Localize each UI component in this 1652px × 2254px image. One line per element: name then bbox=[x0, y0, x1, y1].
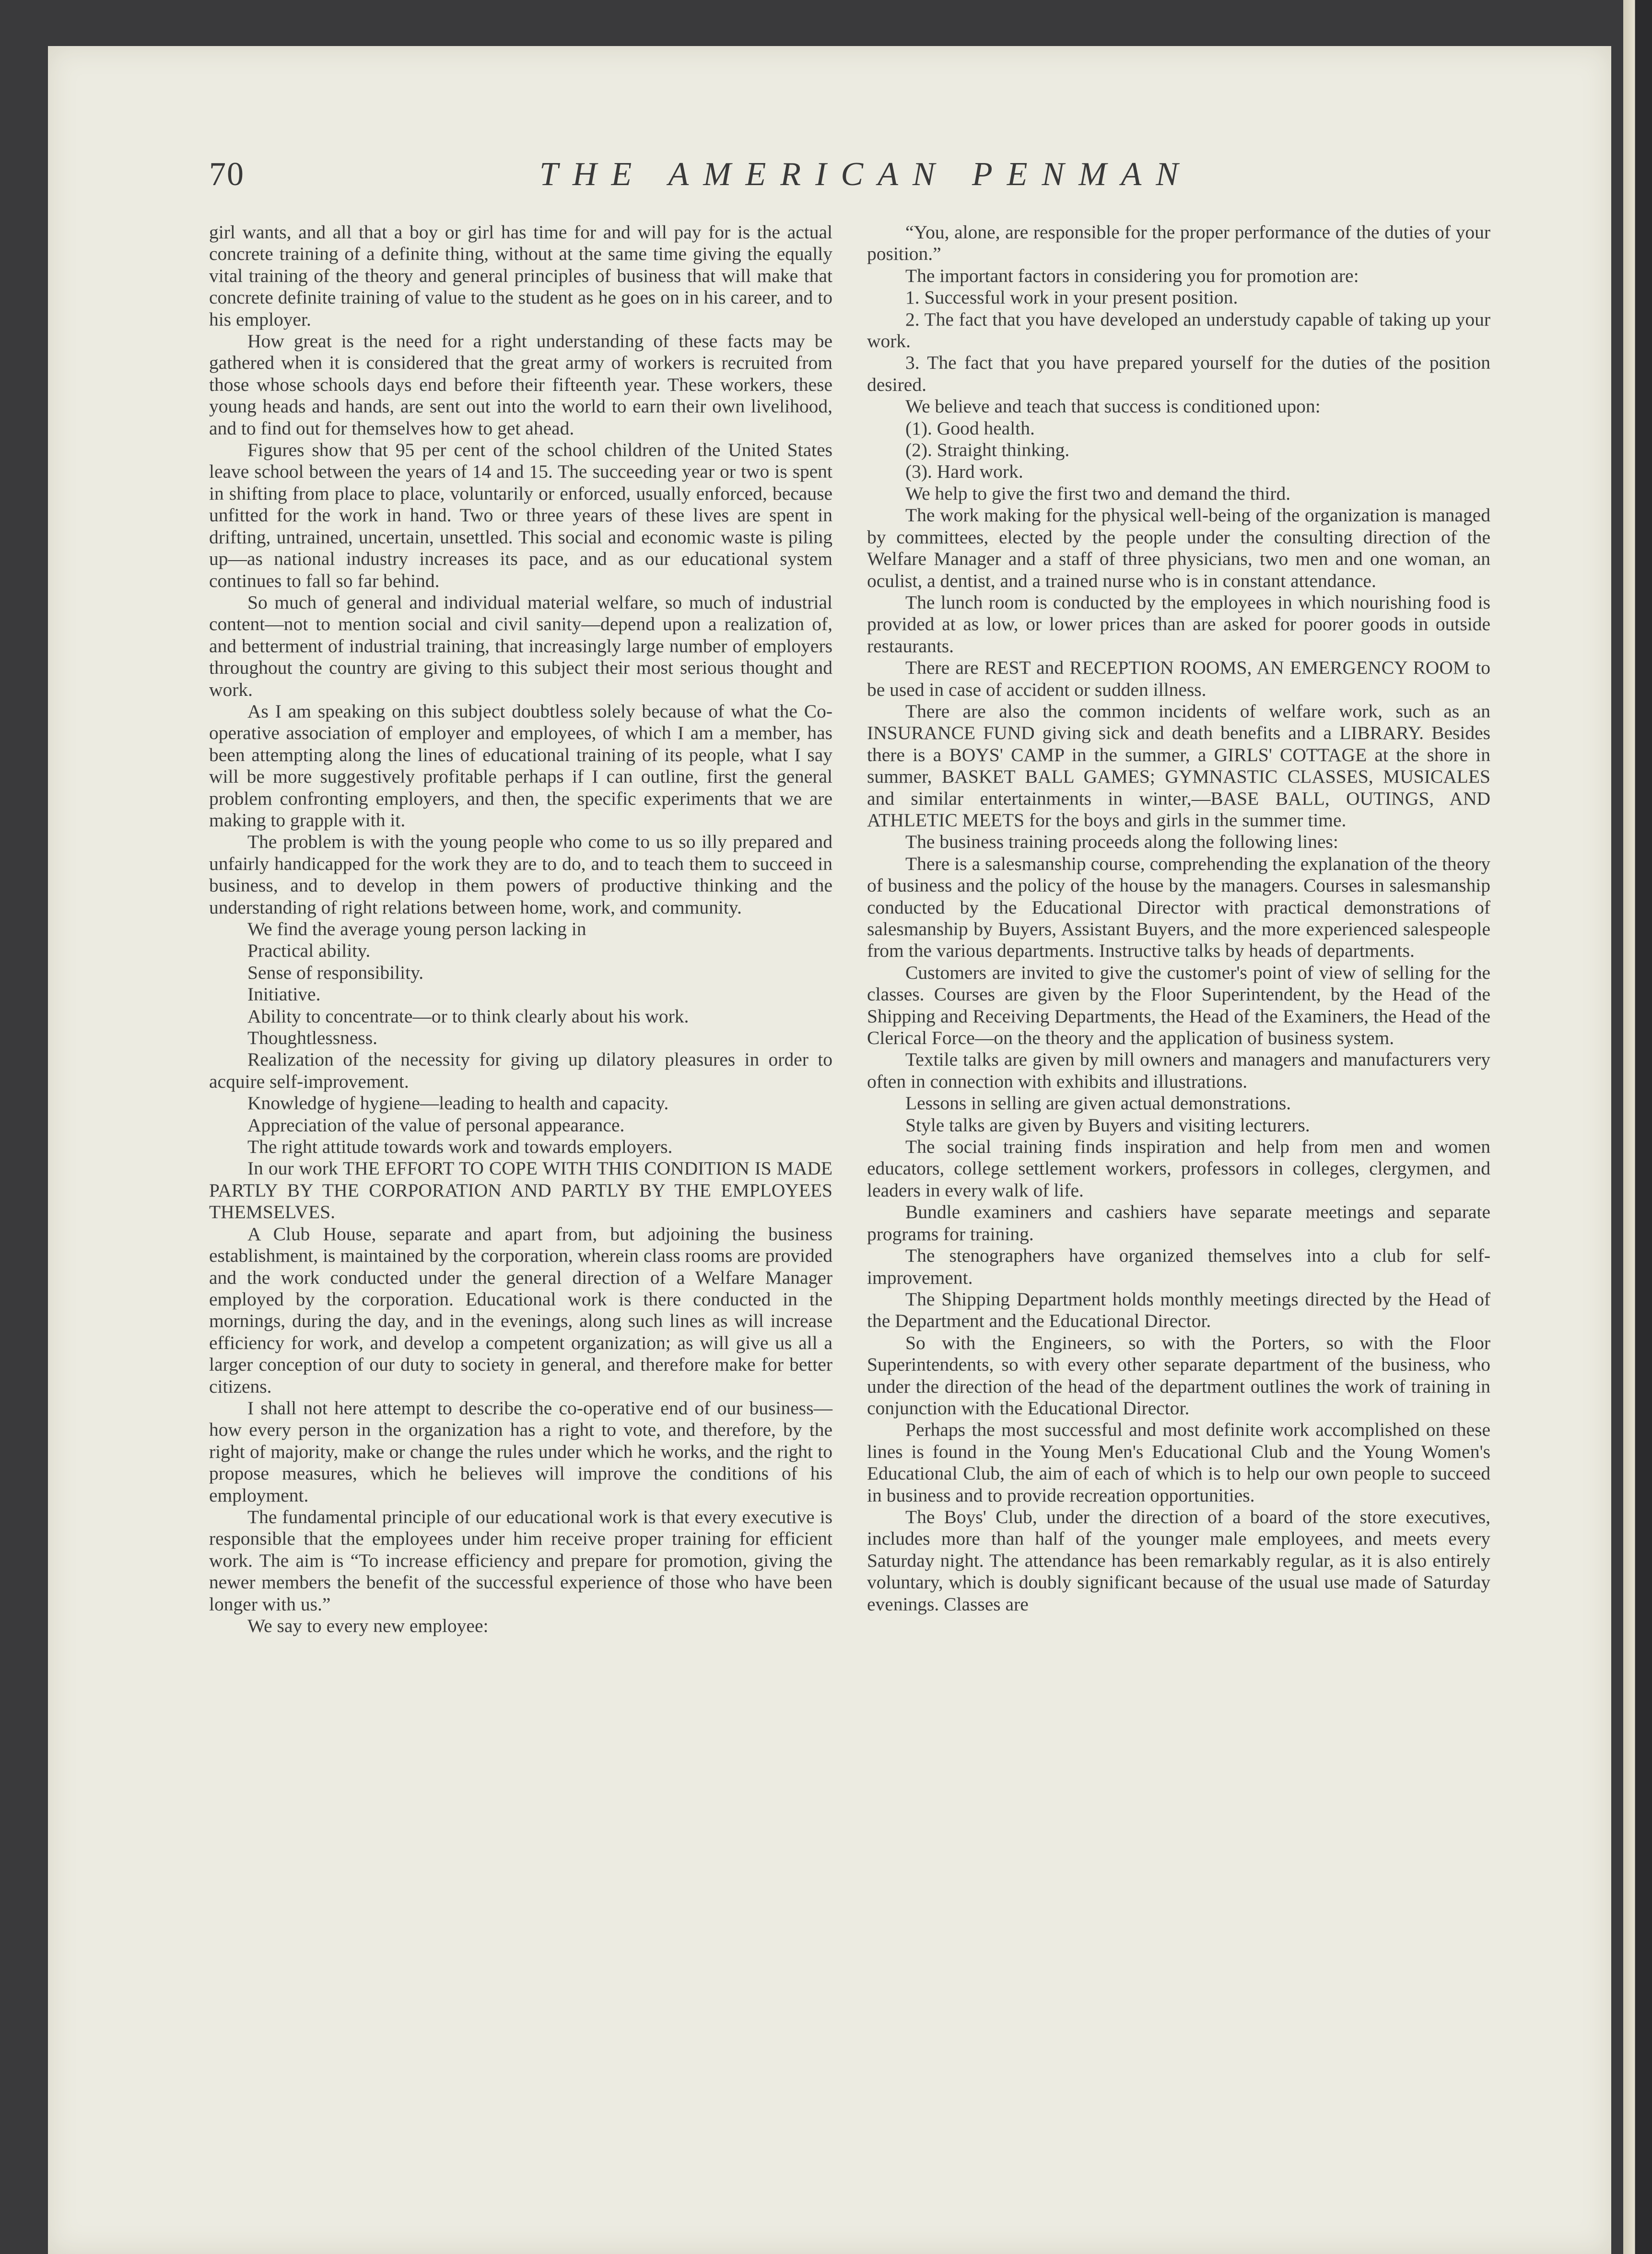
paragraph: The social training finds inspiration and help from men and women educators, college settlement workers, professors in colleges, clergymen, and leaders in every walk of life. bbox=[867, 1136, 1490, 1201]
paragraph: The lunch room is conducted by the employees in which nourishing food is provided at as low, or lower prices than are asked for poorer goods in outside restaurants. bbox=[867, 591, 1490, 657]
paragraph: Textile talks are given by mill owners and managers and manufacturers very often in connection with exhibits and illustrations. bbox=[867, 1049, 1490, 1092]
paragraph: Customers are invited to give the customer's point of view of selling for the classes. Courses are given by the Floor Superintendent, by the Head of the Shipping and Receiving Departments, the Head of the Examiners, the Head of the Clerical Force—on the theory and the application of business system. bbox=[867, 962, 1490, 1049]
paragraph: The fundamental principle of our educational work is that every executive is responsible that the employees under him receive proper training for efficient work. The aim is “To increase efficiency and prepare for promotion, giving the newer members the benefit of the successful experience of those who have been longer with us.” bbox=[209, 1506, 832, 1615]
paragraph: Figures show that 95 per cent of the school children of the United States leave school between the years of 14 and 15. The succeeding year or two is spent in shifting from place to place, voluntarily or enforced, usually enforced, because unfitted for the work in hand. Two or three years of these lives are spent in drifting, untrained, uncertain, unsettled. This social and economic waste is piling up—as national industry increases its pace, and as our educational system continues to fall so far behind. bbox=[209, 439, 832, 591]
paragraph: The problem is with the young people who come to us so illy prepared and unfairly handicapped for the work they are to do, and to teach them to succeed in business, and to develop in them powers of productive thinking and the understanding of right relations between home, work, and community. bbox=[209, 831, 832, 918]
paragraph: Style talks are given by Buyers and visiting lecturers. bbox=[905, 1114, 1310, 1136]
paragraph: The Shipping Department holds monthly meetings directed by the Head of the Department and the Educational Director. bbox=[867, 1288, 1490, 1332]
paragraph: Practical ability. bbox=[247, 940, 371, 962]
paragraph: Knowledge of hygiene—leading to health and capacity. bbox=[247, 1092, 669, 1114]
page-number: 70 bbox=[209, 156, 245, 193]
paragraph: We help to give the first two and demand the third. bbox=[905, 482, 1291, 504]
paragraph: The right attitude towards work and towards employers. bbox=[247, 1136, 673, 1158]
paragraph: The important factors in considering you for promotion are: bbox=[905, 265, 1359, 286]
paragraph: 1. Successful work in your present position. bbox=[905, 287, 1238, 308]
paragraph: Initiative. bbox=[247, 984, 321, 1005]
right-text-column bbox=[867, 222, 1490, 1615]
running-header bbox=[161, 155, 1465, 208]
paragraph: girl wants, and all that a boy or girl has time for and will pay for is the actual concrete training of a definite thing, without at the same time giving the equally vital training of the theory and general principles of business that will make that concrete definite training of value to the student as he goes on in his career, and to his employer. bbox=[209, 222, 832, 330]
paragraph: Sense of responsibility. bbox=[247, 962, 424, 983]
paragraph: Thoughtlessness. bbox=[247, 1027, 378, 1049]
paragraph: So with the Engineers, so with the Porters, so with the Floor Superintendents, so with every other separate department of the business, who under the direction of the head of the department outlines the work of training in conjunction with the Educational Director. bbox=[867, 1332, 1490, 1419]
paragraph: In our work THE EFFORT TO COPE WITH THIS CONDITION IS MADE PARTLY BY THE CORPORATION AND PARTLY BY THE EMPLOYEES THEMSELVES. bbox=[209, 1158, 832, 1223]
paragraph: How great is the need for a right understanding of these facts may be gathered when it is considered that the great army of workers is recruited from those whose schools days end before their fifteenth year. These workers, these young heads and hands, are sent out into the world to earn their own livelihood, and to find out for themselves how to get ahead. bbox=[209, 330, 832, 439]
journal-title: THE AMERICAN PENMAN bbox=[539, 156, 1193, 193]
paragraph: There are REST and RECEPTION ROOMS, AN EMERGENCY ROOM to be used in case of accident or sudden illness. bbox=[867, 657, 1490, 700]
paragraph: “You, alone, are responsible for the proper performance of the duties of your position.” bbox=[867, 222, 1490, 265]
paragraph: There are also the common incidents of welfare work, such as an INSURANCE FUND giving sick and death benefits and a LIBRARY. Besides there is a BOYS' CAMP in the summer, a GIRLS' COTTAGE at the shore in summer, BASKET BALL GAMES; GYMNASTIC CLASSES, MUSICALES and similar entertainments in winter,—BASE BALL, OUTINGS, AND ATHLETIC MEETS for the boys and girls in the summer time. bbox=[867, 700, 1490, 831]
paragraph: (2). Straight thinking. bbox=[905, 439, 1070, 461]
paragraph: 2. The fact that you have developed an understudy capable of taking up your work. bbox=[867, 308, 1490, 352]
paragraph: Lessons in selling are given actual demonstrations. bbox=[905, 1092, 1291, 1114]
paragraph: As I am speaking on this subject doubtless solely because of what the Co-operative association of employer and employees, of which I am a member, has been attempting along the lines of educational training of its people, what I say will be more suggestively profitable perhaps if I can outline, first the general problem confronting employers, and then, the specific experiments that we are making to grapple with it. bbox=[209, 700, 832, 831]
paragraph: The business training proceeds along the following lines: bbox=[905, 831, 1338, 853]
book-spine bbox=[1623, 0, 1652, 2254]
paragraph: Realization of the necessity for giving up dilatory pleasures in order to acquire self-improvement. bbox=[209, 1049, 832, 1092]
paragraph: (1). Good health. bbox=[905, 417, 1035, 439]
paragraph: The Boys' Club, under the direction of a board of the store executives, includes more than half of the younger male employees, and meets every Saturday night. The attendance has been remarkably regular, as it is also entirely voluntary, which is doubly significant because of the usual use made of Saturday evenings. Classes are bbox=[867, 1506, 1490, 1615]
paragraph: (3). Hard work. bbox=[905, 461, 1023, 482]
paragraph: A Club House, separate and apart from, but adjoining the business establishment, is maintained by the corporation, wherein class rooms are provided and the work conducted under the general direction of a Welfare Manager employed by the corporation. Educational work is there conducted in the mornings, during the day, and in the evenings, along such lines as will increase efficiency for work, and develop a competent organization; as will give us all a larger conception of our duty to society in general, and therefore make for better citizens. bbox=[209, 1223, 832, 1397]
paragraph: Ability to concentrate—or to think clearly about his work. bbox=[247, 1005, 689, 1027]
paragraph: The stenographers have organized themselves into a club for self-improvement. bbox=[867, 1245, 1490, 1288]
paragraph: There is a salesmanship course, comprehending the explanation of the theory of business and the policy of the house by the managers. Courses in salesmanship conducted by the Educational Director with practical demonstrations of salesmanship by Buyers, Assistant Buyers, and the more experienced salespeople from the various departments. Instructive talks by heads of departments. bbox=[867, 853, 1490, 962]
paragraph: We believe and teach that success is conditioned upon: bbox=[905, 396, 1321, 417]
paragraph: We find the average young person lacking in bbox=[247, 918, 586, 939]
paragraph: Appreciation of the value of personal appearance. bbox=[247, 1114, 625, 1136]
left-text-column bbox=[209, 222, 832, 1637]
paragraph: Bundle examiners and cashiers have separate meetings and separate programs for training. bbox=[867, 1201, 1490, 1244]
paragraph: The work making for the physical well-being of the organization is managed by committees, elected by the people under the consulting direction of the Welfare Manager and a staff of three physicians, two men and one woman, an oculist, a dentist, and a trained nurse who is in constant attendance. bbox=[867, 505, 1490, 591]
paragraph: 3. The fact that you have prepared yourself for the duties of the position desired. bbox=[867, 352, 1490, 395]
paragraph: I shall not here attempt to describe the co-operative end of our business—how every person in the organization has a right to vote, and therefore, by the right of majority, make or change the rules under which he works, and the right to propose measures, which he believes will improve the conditions of his employment. bbox=[209, 1397, 832, 1506]
paragraph: So much of general and individual material welfare, so much of industrial content—not to mention social and civil sanity—depend upon a realization of, and betterment of industrial training, that increasingly large number of employers throughout the country are giving to this subject their most serious thought and work. bbox=[209, 591, 832, 700]
paragraph: Perhaps the most successful and most definite work accomplished on these lines is found in the Young Men's Educational Club and the Young Women's Educational Club, the aim of each of which is to help our own people to succeed in business and to provide recreation opportunities. bbox=[867, 1419, 1490, 1506]
paragraph: We say to every new employee: bbox=[247, 1615, 489, 1636]
